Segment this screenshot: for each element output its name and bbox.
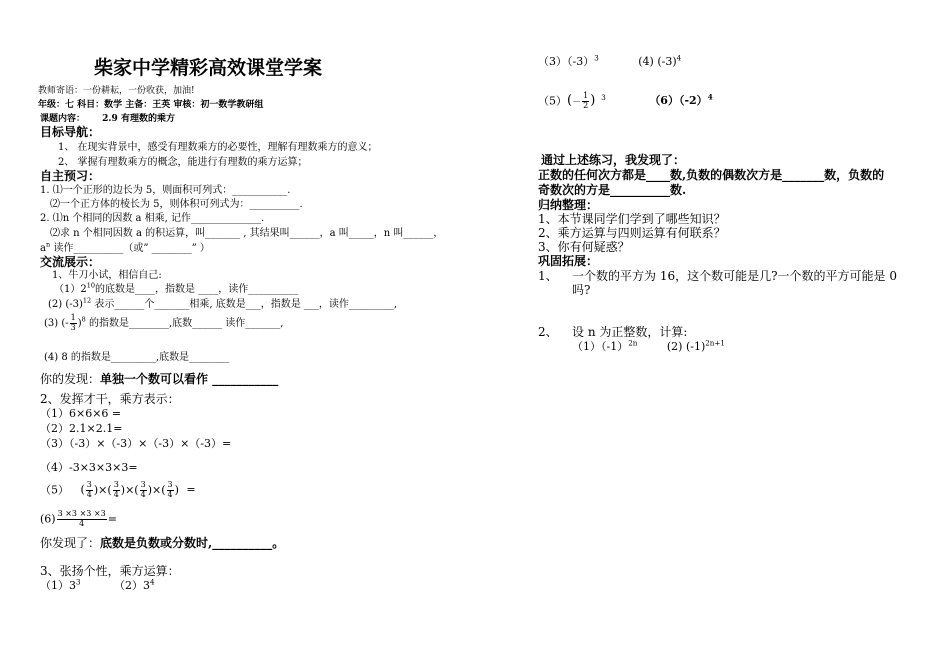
goal-item: 2、 掌握有理数乘方的概念，能进行有理数的乘方运算； [58,157,308,168]
discovery-2 [40,537,284,551]
power-base: a [40,243,46,254]
extension-number: 2、 [538,325,558,339]
power-base: （1）（-1） [572,340,629,353]
discovery-1 [40,373,278,387]
section-2-heading: 2、发挥才干，乘方表示： [40,392,180,406]
expression-item: （3）（-3）×（-3）×（-3）×（-3）= [40,437,232,450]
power-base: （6）（-2） [649,94,708,108]
expression-item: （1）6×6×6 = [40,407,122,420]
discovery-text: 单独一个数可以看作 ___________ [100,372,279,386]
preview-item: ⑵一个正方体的棱长为 5，则体积可列式为：__________. [50,199,303,210]
paren: ) [77,317,82,329]
expression-label: (6) [40,512,56,526]
power-exponent: 4 [707,92,713,102]
teacher-motto: 教师寄语：一份耕耘，一份收获，加油! [38,86,195,96]
exchange-text: 的底数是____，指数是 ____，读作__________ [95,284,299,295]
worksheet-title: 柴家中学精彩高效课堂学案 [94,57,323,79]
expression-item [40,510,117,529]
expression-item: （4）-3×3×3×3= [40,461,138,474]
power-base: （2）3 [114,579,151,592]
observation-heading: 通过上述练习，我发现了： [541,153,686,167]
fraction: $\frac{1}{2}$ [583,91,589,110]
power-base: （1）2 [54,284,87,295]
lesson-topic-label: 课题内容： [40,114,86,124]
summary-item: 3、你有何疑惑？ [538,240,630,254]
extension-number: 1、 [538,269,558,283]
expression-item: （2）2.1×2.1= [40,422,123,435]
exchange-text: 表示______个_______相乘, 底数是___，指数是 ___，读作_________, [91,299,398,310]
goal-item: 1、 在现实背景中，感受有理数乘方的必要性，理解有理数乘方的意义； [58,142,378,153]
course-meta: 年级：七 科目：数学 主备：王英 审核：初一数学教研组 [38,100,264,110]
extension-text: 吗? [572,283,591,297]
exchange-heading: 交流展示： [40,255,101,269]
equals-sign: = [186,483,196,497]
fraction: $\frac{1}{3}$ [70,313,76,332]
discovery-label: 你的发现： [40,372,101,386]
observation-line: 奇数次的方是__________数. [538,183,687,197]
fraction: $\frac{3 \times 3 \times 3 \times 3}{4}$ [57,509,106,528]
power-exponent: 2n+1 [705,338,725,348]
extension-text: 一个数的平方为 16，这个数可能是几?一个数的平方可能是 0 [572,269,897,283]
power-base: （3）（-3） [538,55,595,68]
exchange-item [54,281,299,296]
power-base: (4) (-3) [638,55,677,68]
lesson-topic [40,114,175,124]
summary-heading: 归纳整理： [538,198,599,212]
exchange-intro: 1、牛刀小试，相信自己: [52,270,162,281]
power-base: (2) (-3) [48,299,83,310]
power-exponent: 2n [628,338,638,348]
summary-item: 2、乘方运算与四则运算有何联系？ [538,226,726,240]
power-base: （1）3 [40,579,76,592]
fraction: $\frac{3}{4}$ [86,480,92,499]
preview-item: ⑵求 n 个相同因数 a 的积运算，叫_______ , 其结果叫______，a 叫_____，n 叫______， [50,228,444,239]
preview-item: 1. ⑴一个正形的边长为 5，则面积可列式：___________. [40,185,291,196]
exchange-item: (4) 8 的指数是_________,底数是________ [44,352,230,363]
power-exponent: 4 [150,577,155,587]
extension-heading: 巩固拓展： [538,254,599,268]
power-exponent: 4 [676,53,682,63]
power-exponent: 8 [81,315,86,324]
preview-heading: 自主预习： [40,169,101,183]
exercise-item: （5）(－ $\frac{1}{2}$ ) $^3$ $(6)(-2)^4$ [538,91,713,110]
power-exponent: 3 [601,92,606,102]
lesson-topic-value: 2.9 有理数的乘方 [102,114,175,124]
exchange-text: 的指数是________,底数______ 读作_______, [85,317,284,329]
extension-text: 设 n 为正整数，计算: [572,325,688,339]
equals-sign: = [107,512,117,526]
discovery-label: 你发现了： [40,536,101,550]
preview-item: 2. ⑴n 个相同的因数 a 相乘, 记作______________. [40,213,265,224]
fraction: $\frac{3}{4}$ [113,480,119,499]
exchange-item [44,314,283,333]
preview-item [40,240,210,255]
preview-text: 读作__________（或” ________” ） [50,243,210,254]
exercise-item [538,53,682,69]
extension-expressions [572,338,725,354]
goals-heading: 目标导航： [40,125,101,139]
expression-item [40,577,155,593]
power-base: （5） [538,94,567,108]
power-base: (3) (- [44,317,69,329]
section-3-heading: 3、张扬个性，乘方运算： [40,564,180,578]
observation-line: 正数的任何次方都是____数,负数的偶数次方是_______数，负数的 [538,168,885,182]
expression-item: （5） ( $\frac{3}{4}$ )×( $\frac{3}{4}$ )×( $\frac{3}{4}$ )×( $\frac{3}{4}$ ) = [40,480,196,499]
fraction: $\frac{3}{4}$ [167,480,173,499]
power-exponent: 10 [86,281,96,290]
expression-label: （5） [40,483,69,497]
power-exponent: 12 [82,296,92,305]
power-exponent: 3 [76,577,81,587]
exchange-item [48,296,398,311]
summary-item: 1、本节课同学们学到了哪些知识？ [538,212,726,226]
fraction: $\frac{3}{4}$ [140,480,146,499]
power-exponent: n [45,240,51,249]
power-exponent: 3 [594,53,599,63]
power-base: (2) (-1) [666,340,706,353]
discovery-text: 底数是负数或分数时,__________。 [100,536,285,550]
